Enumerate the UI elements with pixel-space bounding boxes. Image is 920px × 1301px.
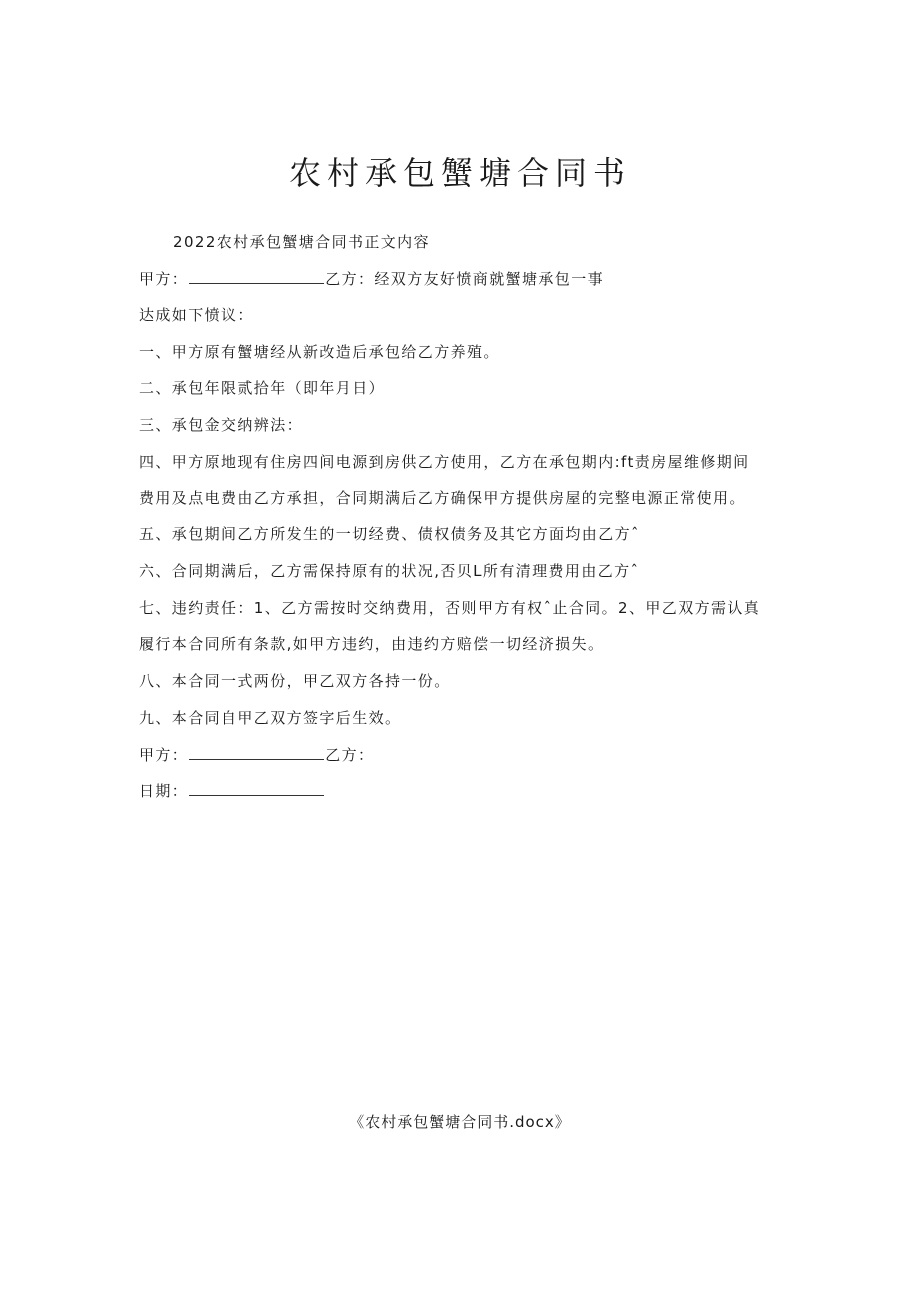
document-title: 农村承包蟹塘合同书 <box>288 154 631 192</box>
clause-5: 五、承包期间乙方所发生的一切经费、债权债务及其它方面均由乙方ˆ <box>139 525 640 543</box>
party-line <box>139 269 604 289</box>
agreement-line: 达成如下愤议： <box>139 306 254 324</box>
document-footer: 《农村承包蟹塘合同书.docx》 <box>349 1113 571 1131</box>
clause-2: 二、承包年限贰拾年（即年月日） <box>139 379 386 397</box>
sign-a-label: 甲方： <box>139 746 189 764</box>
clause-4: 四、甲方原地现有住房四间电源到房供乙方使用，乙方在承包期内:ft责房屋维修期间 <box>139 453 750 471</box>
signature-line <box>139 745 374 765</box>
date-label: 日期： <box>139 782 189 800</box>
clause-3: 三、承包金交纳辨法： <box>139 416 304 434</box>
party-a-blank <box>189 269 324 284</box>
intro-line: 2022农村承包蟹塘合同书正文内容 <box>173 233 430 251</box>
clause-8: 八、本合同一式两份，甲乙双方各持一份。 <box>139 672 451 690</box>
sign-a-blank <box>189 745 324 760</box>
date-line <box>139 781 325 801</box>
clause-1: 一、甲方原有蟹塘经从新改造后承包给乙方养殖。 <box>139 343 500 361</box>
clause-4-cont: 费用及点电费由乙方承担，合同期满后乙方确保甲方提供房屋的完整电源正常使用。 <box>139 489 746 507</box>
clause-6: 六、合同期满后，乙方需保持原有的状况,否贝L所有清理费用由乙方ˆ <box>139 562 640 580</box>
party-line-rest: 乙方：经双方友好愤商就蟹塘承包一事 <box>325 270 605 288</box>
sign-b-label: 乙方： <box>325 746 375 764</box>
date-blank <box>189 781 324 796</box>
clause-9: 九、本合同自甲乙双方签字后生效。 <box>139 709 402 727</box>
party-a-label: 甲方： <box>139 270 189 288</box>
clause-7-cont: 履行本合同所有条款,如甲方违约，由违约方赔偿一切经济损失。 <box>139 635 605 653</box>
clause-7: 七、违约责任：1、乙方需按时交纳费用，否则甲方有权ˆ止合同。2、甲乙双方需认真 <box>139 599 761 617</box>
